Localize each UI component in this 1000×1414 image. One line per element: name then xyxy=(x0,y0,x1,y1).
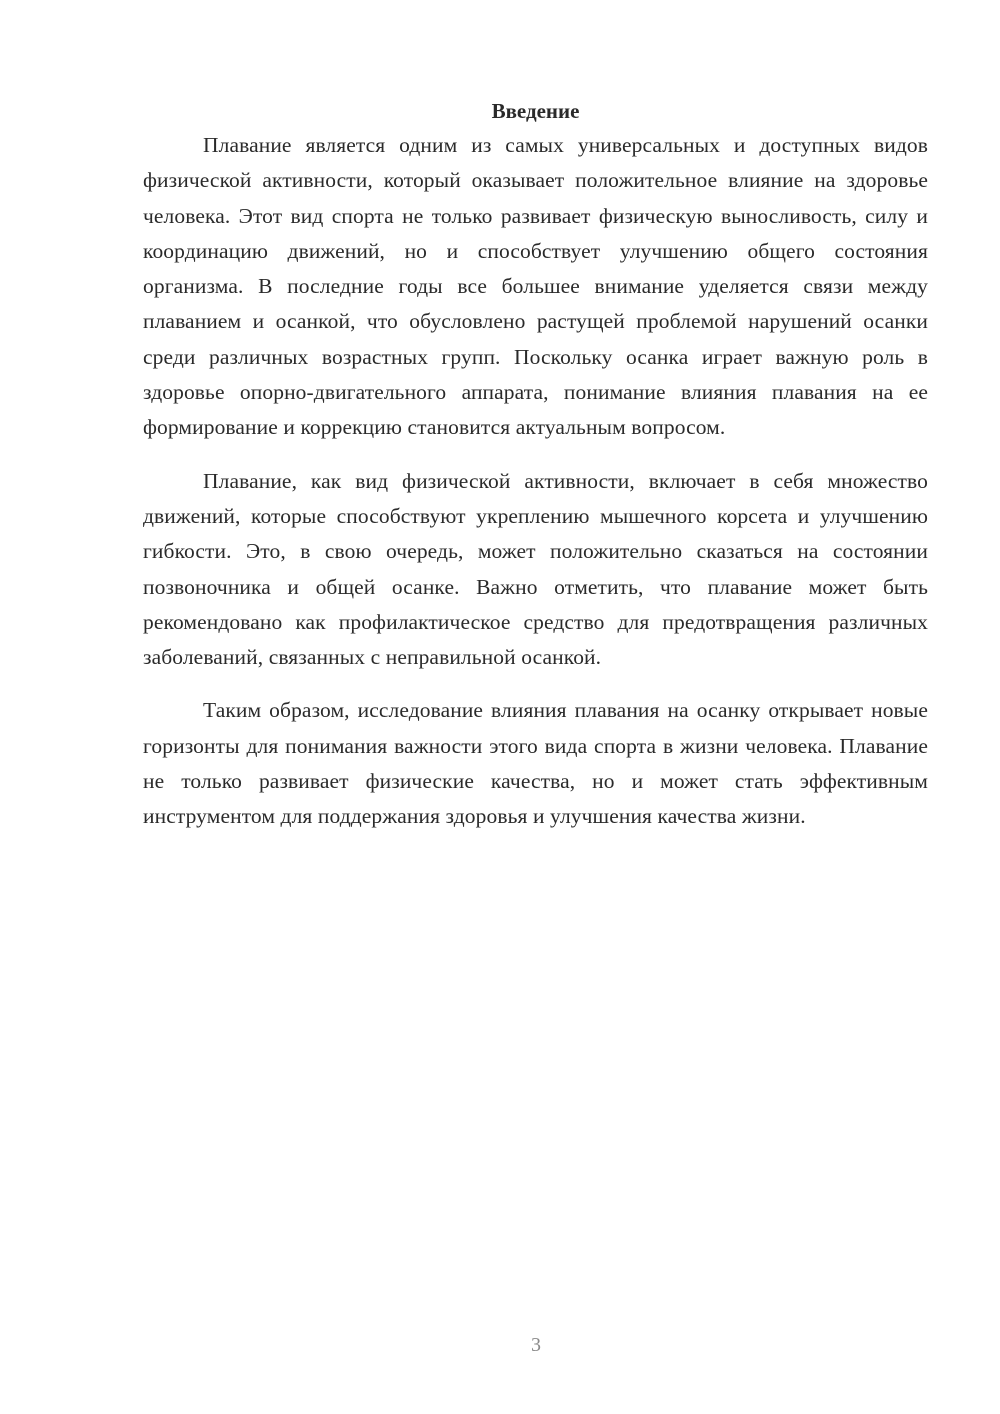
document-body xyxy=(143,96,928,853)
paragraph: Плавание является одним из самых универсальных и доступных видов физической активности, который оказывает положительное влияние на здоровье человека. Этот вид спорта не только развивает физическую выносливость, силу и координацию движений, но и способствует улучшению общего состояния организма. В последние годы все большее внимание уделяется связи между плаванием и осанкой, что обусловлено растущей проблемой нарушений осанки среди различных возрастных групп. Поскольку осанка играет важную роль в здоровье опорно-двигательного аппарата, понимание влияния плавания на ее формирование и коррекцию становится актуальным вопросом. xyxy=(143,133,928,440)
section-title: Введение xyxy=(491,99,580,123)
page-number: 3 xyxy=(531,1334,541,1356)
paragraph: Плавание, как вид физической активности, включает в себя множество движений, которые способствуют укреплению мышечного корсета и улучшению гибкости. Это, в свою очередь, может положительно сказаться на состоянии позвоночника и общей осанке. Важно отметить, что плавание может быть рекомендовано как профилактическое средство для предотвращения различных заболеваний, связанных с неправильной осанкой. xyxy=(143,468,928,670)
paragraph: Таким образом, исследование влияния плавания на осанку открывает новые горизонты для понимания важности этого вида спорта в жизни человека. Плавание не только развивает физические качества, но и может стать эффективным инструментом для поддержания здоровья и улучшения качества жизни. xyxy=(143,698,928,829)
